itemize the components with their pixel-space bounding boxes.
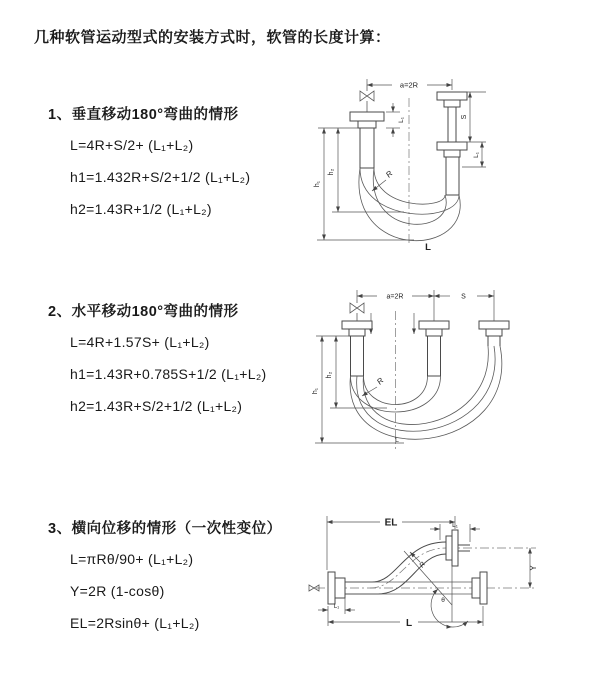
dim-label-l1-left: L₁ bbox=[398, 117, 405, 123]
dim-label-h1: h₁ bbox=[314, 180, 321, 188]
right-fitting bbox=[479, 321, 509, 346]
section-heading: 2、水平移动180°弯曲的情形 bbox=[48, 304, 239, 320]
radius-callout bbox=[372, 169, 395, 191]
dim-label-s: S bbox=[461, 293, 466, 301]
angle-label-theta: θ bbox=[441, 597, 445, 604]
dim-label-a2r: a=2R bbox=[386, 293, 404, 301]
dim-label-s: S bbox=[461, 114, 468, 120]
section-lateral-displacement bbox=[48, 517, 282, 639]
dim-label-h1: h₁ bbox=[312, 387, 319, 395]
formula-list bbox=[70, 543, 282, 639]
formula-line: L=πRθ/90+ (L₁+L₂) bbox=[70, 551, 194, 567]
dim-label-h2: h₂ bbox=[328, 168, 335, 176]
braid-hatch bbox=[360, 128, 374, 168]
dim-label-y: Y bbox=[529, 565, 538, 571]
dimension-y bbox=[529, 548, 538, 588]
formula-list bbox=[70, 326, 267, 422]
dimension-a2r-s bbox=[357, 290, 494, 321]
left-fitting bbox=[342, 321, 372, 376]
formula-line: Y=2R (1-cosθ) bbox=[70, 583, 165, 599]
middle-fitting bbox=[419, 321, 449, 376]
dimension-l1-left bbox=[386, 103, 405, 137]
dim-label-l1-top: L₁ bbox=[452, 522, 458, 529]
formula-line: L=4R+1.57S+ (L₁+L₂) bbox=[70, 334, 210, 350]
hose-curves bbox=[359, 168, 460, 241]
valve-icon bbox=[350, 300, 364, 321]
braid-hatch bbox=[351, 336, 364, 376]
dim-label-a2r: a=2R bbox=[399, 80, 419, 90]
hose-curves bbox=[350, 346, 502, 439]
label-radius: R bbox=[375, 376, 386, 387]
label-length: L bbox=[395, 437, 399, 444]
formula-line: h1=1.43R+0.785S+1/2 (L₁+L₂) bbox=[70, 366, 267, 382]
page-title: 几种软管运动型式的安装方式时，软管的长度计算： bbox=[34, 29, 391, 46]
section-horizontal-movement bbox=[48, 300, 267, 422]
dim-label-l: L bbox=[405, 618, 413, 629]
formula-line: EL=2Rsinθ+ (L₁+L₂) bbox=[70, 615, 200, 631]
section-vertical-movement bbox=[48, 103, 250, 225]
formula-line: L=4R+S/2+ (L₁+L₂) bbox=[70, 137, 194, 153]
formula-line: h2=1.43R+1/2 (L₁+L₂) bbox=[70, 201, 212, 217]
diagram-horizontal-180-bend bbox=[312, 283, 584, 463]
dimension-a2r bbox=[367, 79, 452, 90]
braid-hatch bbox=[428, 336, 441, 376]
dimension-s-l1-right bbox=[460, 92, 486, 167]
diagram-lateral-displacement bbox=[300, 502, 600, 652]
section-heading: 3、横向位移的情形（一次性变位） bbox=[48, 521, 282, 537]
dim-label-el: EL bbox=[384, 517, 398, 529]
section-heading: 1、垂直移动180°弯曲的情形 bbox=[48, 107, 239, 123]
left-fitting bbox=[350, 112, 384, 168]
right-leg-fittings bbox=[437, 92, 467, 195]
hose-s-curve bbox=[345, 542, 446, 594]
dim-label-l1-right: L₁ bbox=[473, 152, 480, 158]
valve-icon bbox=[360, 85, 374, 112]
label-radius: R bbox=[384, 169, 395, 180]
label-length: L bbox=[425, 242, 431, 253]
diagram-vertical-180-bend bbox=[312, 72, 584, 258]
braid-hatch bbox=[446, 157, 459, 195]
formula-line: h2=1.43R+S/2+1/2 (L₁+L₂) bbox=[70, 398, 243, 414]
left-flange bbox=[328, 572, 345, 604]
dim-label-h2: h₂ bbox=[326, 371, 333, 379]
formula-line: h1=1.432R+S/2+1/2 (L₁+L₂) bbox=[70, 169, 251, 185]
dimension-l bbox=[328, 606, 483, 629]
travel-arrows bbox=[371, 313, 414, 334]
formula-list bbox=[70, 129, 250, 225]
label-radius: R bbox=[418, 560, 428, 570]
dim-label-l1-left: L₁ bbox=[333, 604, 340, 610]
